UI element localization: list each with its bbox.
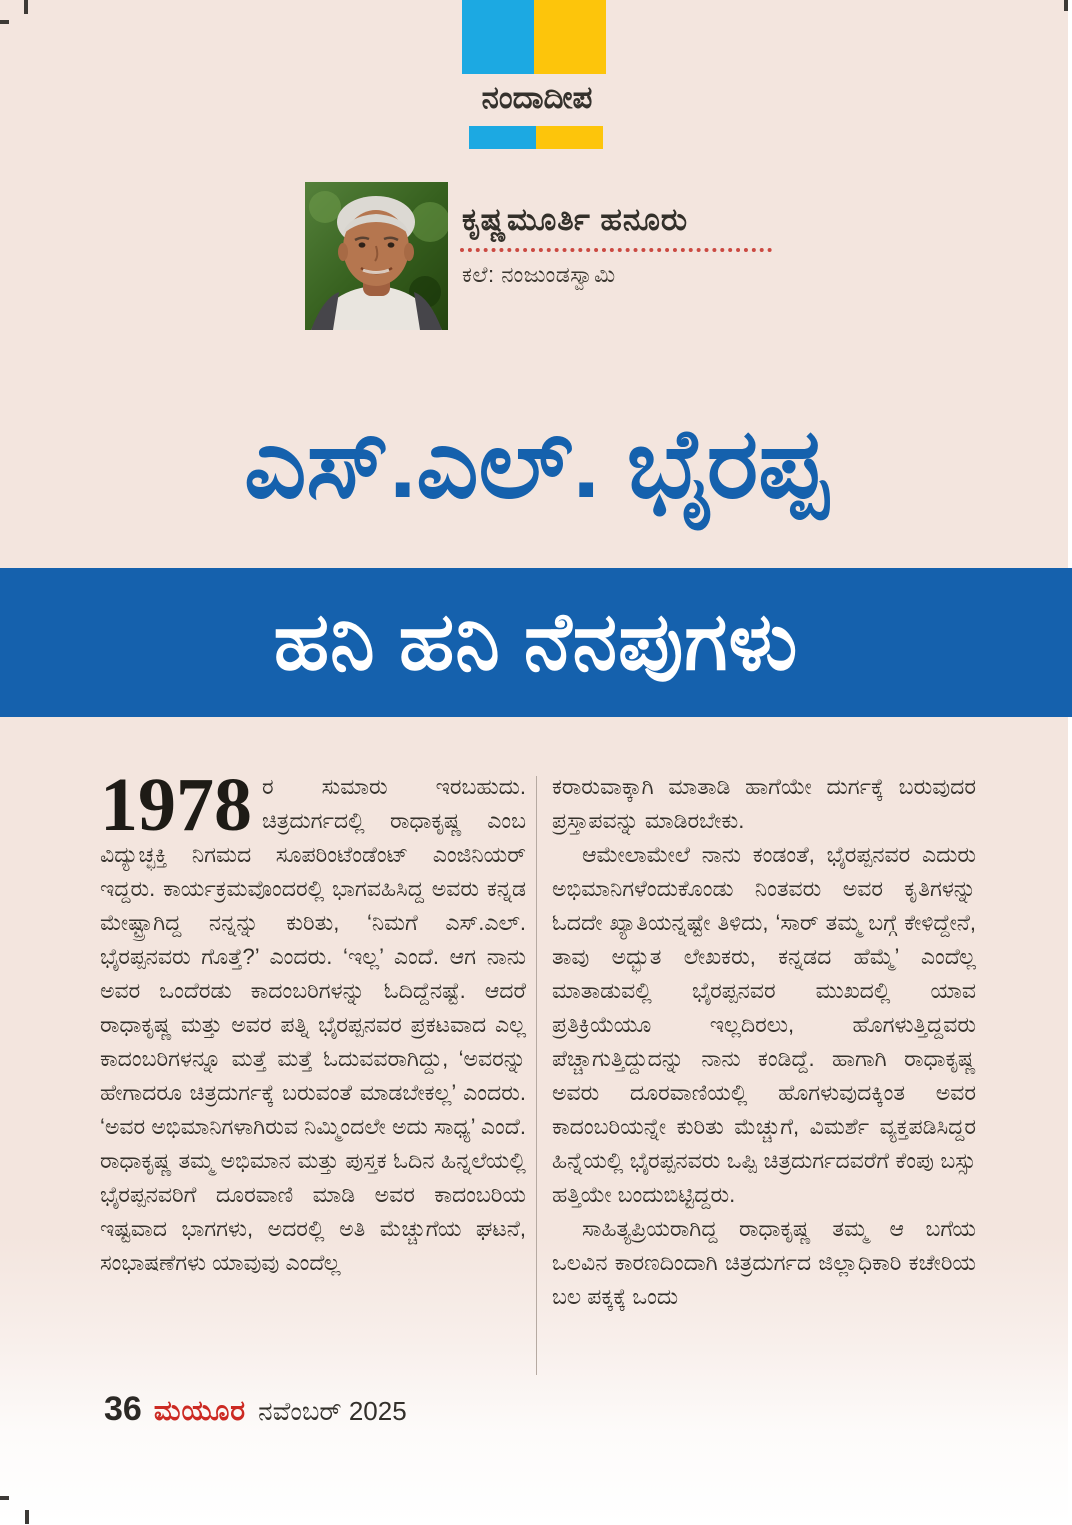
opening-paragraph-text: ರ ಸುಮಾರು ಇರಬಹುದು. ಚಿತ್ರದುರ್ಗದಲ್ಲಿ ರಾಧಾಕೃಷ್ಣ ಎಂಬ ವಿದ್ಯುಚ್ಛಕ್ತಿ ನಿಗಮದ ಸೂಪರಿಂಟೆಂಡೆಂಟ್ ಎಂಜಿನಿಯರ್ ಇದ್ದರು. ಕಾರ್ಯಕ್ರಮವೊಂದರಲ್ಲಿ ಭಾಗವಹಿಸಿದ್ದ ಅವರು ಕನ್ನಡ ಮೇಷ್ಟ್ರಾಗಿದ್ದ ನನ್ನನ್ನು ಕುರಿತು, ‘ನಿಮಗೆ ಎಸ್.ಎಲ್. ಭೈರಪ್ಪನವರು ಗೊತ್ತೆ?’ ಎಂದರು. ‘ಇಲ್ಲ’ ಎಂದೆ. ಆಗ ನಾನು ಅವರ ಒಂದೆರಡು ಕಾದಂಬರಿಗಳನ್ನು ಓದಿದ್ದೆನಷ್ಟೆ. ಆದರೆ ರಾಧಾಕೃಷ್ಣ ಮತ್ತು ಅವರ ಪತ್ನಿ ಭೈರಪ್ಪನವರ ಪ್ರಕಟವಾದ ಎಲ್ಲ ಕಾದಂಬರಿಗಳನ್ನೂ ಮತ್ತೆ ಮತ್ತೆ ಓದುವವರಾಗಿದ್ದು, ‘ಅವರನ್ನು ಹೇಗಾದರೂ ಚಿತ್ರದುರ್ಗಕ್ಕೆ ಬರುವಂತೆ ಮಾಡಬೇಕಲ್ಲ’ ಎಂದರು. ‘ಅವರ ಅಭಿಮಾನಿಗಳಾಗಿರುವ ನಿಮ್ಮಿಂದಲೇ ಅದು ಸಾಧ್ಯ’ ಎಂದೆ. ರಾಧಾಕೃಷ್ಣ ತಮ್ಮ ಅಭಿಮಾನ ಮತ್ತು ಪುಸ್ತಕ ಓದಿನ ಹಿನ್ನಲೆಯಲ್ಲಿ ಭೈರಪ್ಪನವರಿಗೆ ದೂರವಾಣಿ ಮಾಡಿ ಅವರ ಕಾದಂಬರಿಯ ಇಷ್ಟವಾದ ಭಾಗಗಳು, ಅದರಲ್ಲಿ ಅತಿ ಮೆಚ್ಚುಗೆಯ ಘಟನೆ, ಸಂಭಾಷಣೆಗಳು ಯಾವುವು ಎಂದೆಲ್ಲ xyxy=(100,774,526,1275)
right-column xyxy=(552,770,976,1314)
crop-mark-top-left-vertical xyxy=(24,0,28,14)
paragraph: ಕರಾರುವಾಕ್ಕಾಗಿ ಮಾತಾಡಿ ಹಾಗೆಯೇ ದುರ್ಗಕ್ಕೆ ಬರುವುದರ ಪ್ರಸ್ತಾಪವನ್ನು ಮಾಡಿರಬೇಕು. xyxy=(552,774,976,833)
art-credit: ಕಲೆ: ನಂಜುಂಡಸ್ವಾಮಿ xyxy=(462,262,616,287)
article-title: ಎಸ್.ಎಲ್. ಭೈರಪ್ಪ xyxy=(244,409,828,518)
column-divider-rule xyxy=(536,776,537,1375)
paragraph: ಆಮೇಲಾಮೇಲೆ ನಾನು ಕಂಡಂತೆ, ಭೈರಪ್ಪನವರ ಎದುರು ಅಭಿಮಾನಿಗಳೆಂದುಕೊಂಡು ನಿಂತವರು ಅವರ ಕೃತಿಗಳನ್ನು ಓದದೇ ಖ್ಯಾತಿಯನ್ನಷ್ಟೇ ತಿಳಿದು, ‘ಸಾರ್ ತಮ್ಮ ಬಗ್ಗೆ ಕೇಳಿದ್ದೇನೆ, ತಾವು ಅದ್ಭುತ ಲೇಖಕರು, ಕನ್ನಡದ ಹೆಮ್ಮೆ’ ಎಂದೆಲ್ಲ ಮಾತಾಡುವಲ್ಲಿ ಭೈರಪ್ಪನವರ ಮುಖದಲ್ಲಿ ಯಾವ ಪ್ರತಿಕ್ರಿಯೆಯೂ ಇಲ್ಲದಿರಲು, ಹೊಗಳುತ್ತಿದ್ದವರು ಪೆಚ್ಚಾಗುತ್ತಿದ್ದುದನ್ನು ನಾನು ಕಂಡಿದ್ದೆ. ಹಾಗಾಗಿ ರಾಧಾಕೃಷ್ಣ ಅವರು ದೂರವಾಣಿಯಲ್ಲಿ ಹೊಗಳುವುದಕ್ಕಿಂತ ಅವರ ಕಾದಂಬರಿಯನ್ನೇ ಕುರಿತು ಮೆಚ್ಚುಗೆ, ವಿಮರ್ಶೆ ವ್ಯಕ್ತಪಡಿಸಿದ್ದರ ಹಿನ್ನೆಯಲ್ಲಿ ಭೈರಪ್ಪನವರು ಒಪ್ಪಿ ಚಿತ್ರದುರ್ಗದವರೆಗೆ ಕೆಂಪು ಬಸ್ಸು ಹತ್ತಿಯೇ ಬಂದುಬಿಟ್ಟಿದ್ದರು. xyxy=(552,842,976,1207)
page-scan-edge xyxy=(1068,0,1072,1525)
logo-cyan-bar xyxy=(469,126,536,149)
issue-date: ನವೆಂಬರ್ 2025 xyxy=(258,1396,407,1426)
crop-mark-bottom-left-horizontal xyxy=(0,1496,9,1500)
subtitle-banner xyxy=(0,568,1072,717)
paragraph: ಸಾಹಿತ್ಯಪ್ರಿಯರಾಗಿದ್ದ ರಾಧಾಕೃಷ್ಣ ತಮ್ಮ ಆ ಬಗೆಯ ಒಲವಿನ ಕಾರಣದಿಂದಾಗಿ ಚಿತ್ರದುರ್ಗದ ಜಿಲ್ಲಾಧಿಕಾರಿ ಕಚೇರಿಯ ಬಲ ಪಕ್ಕಕ್ಕೆ ಒಂದು xyxy=(552,1216,976,1309)
dotted-divider xyxy=(460,248,772,252)
page-footer xyxy=(104,1390,407,1429)
logo-cyan-block xyxy=(462,0,534,74)
page-number: 36 xyxy=(104,1390,142,1428)
section-title: ನಂದಾದೀಪ xyxy=(481,80,593,115)
left-column xyxy=(100,763,526,1280)
crop-mark-bottom-left-vertical xyxy=(25,1510,29,1524)
section-logo-small xyxy=(469,126,603,149)
opening-paragraph xyxy=(100,763,526,1280)
author-photo xyxy=(305,182,448,330)
logo-yellow-bar xyxy=(536,126,603,149)
article-subtitle: ಹನಿ ಹನಿ ನೆನಪುಗಳು xyxy=(273,597,799,686)
drop-cap-year: 1978 xyxy=(100,763,252,847)
crop-mark-top-left-horizontal xyxy=(0,20,9,24)
magazine-name: ಮಯೂರ xyxy=(153,1395,247,1426)
author-name: ಕೃಷ್ಣಮೂರ್ತಿ ಹನೂರು xyxy=(462,202,689,237)
section-logo-large xyxy=(462,0,606,74)
logo-yellow-block xyxy=(534,0,606,74)
